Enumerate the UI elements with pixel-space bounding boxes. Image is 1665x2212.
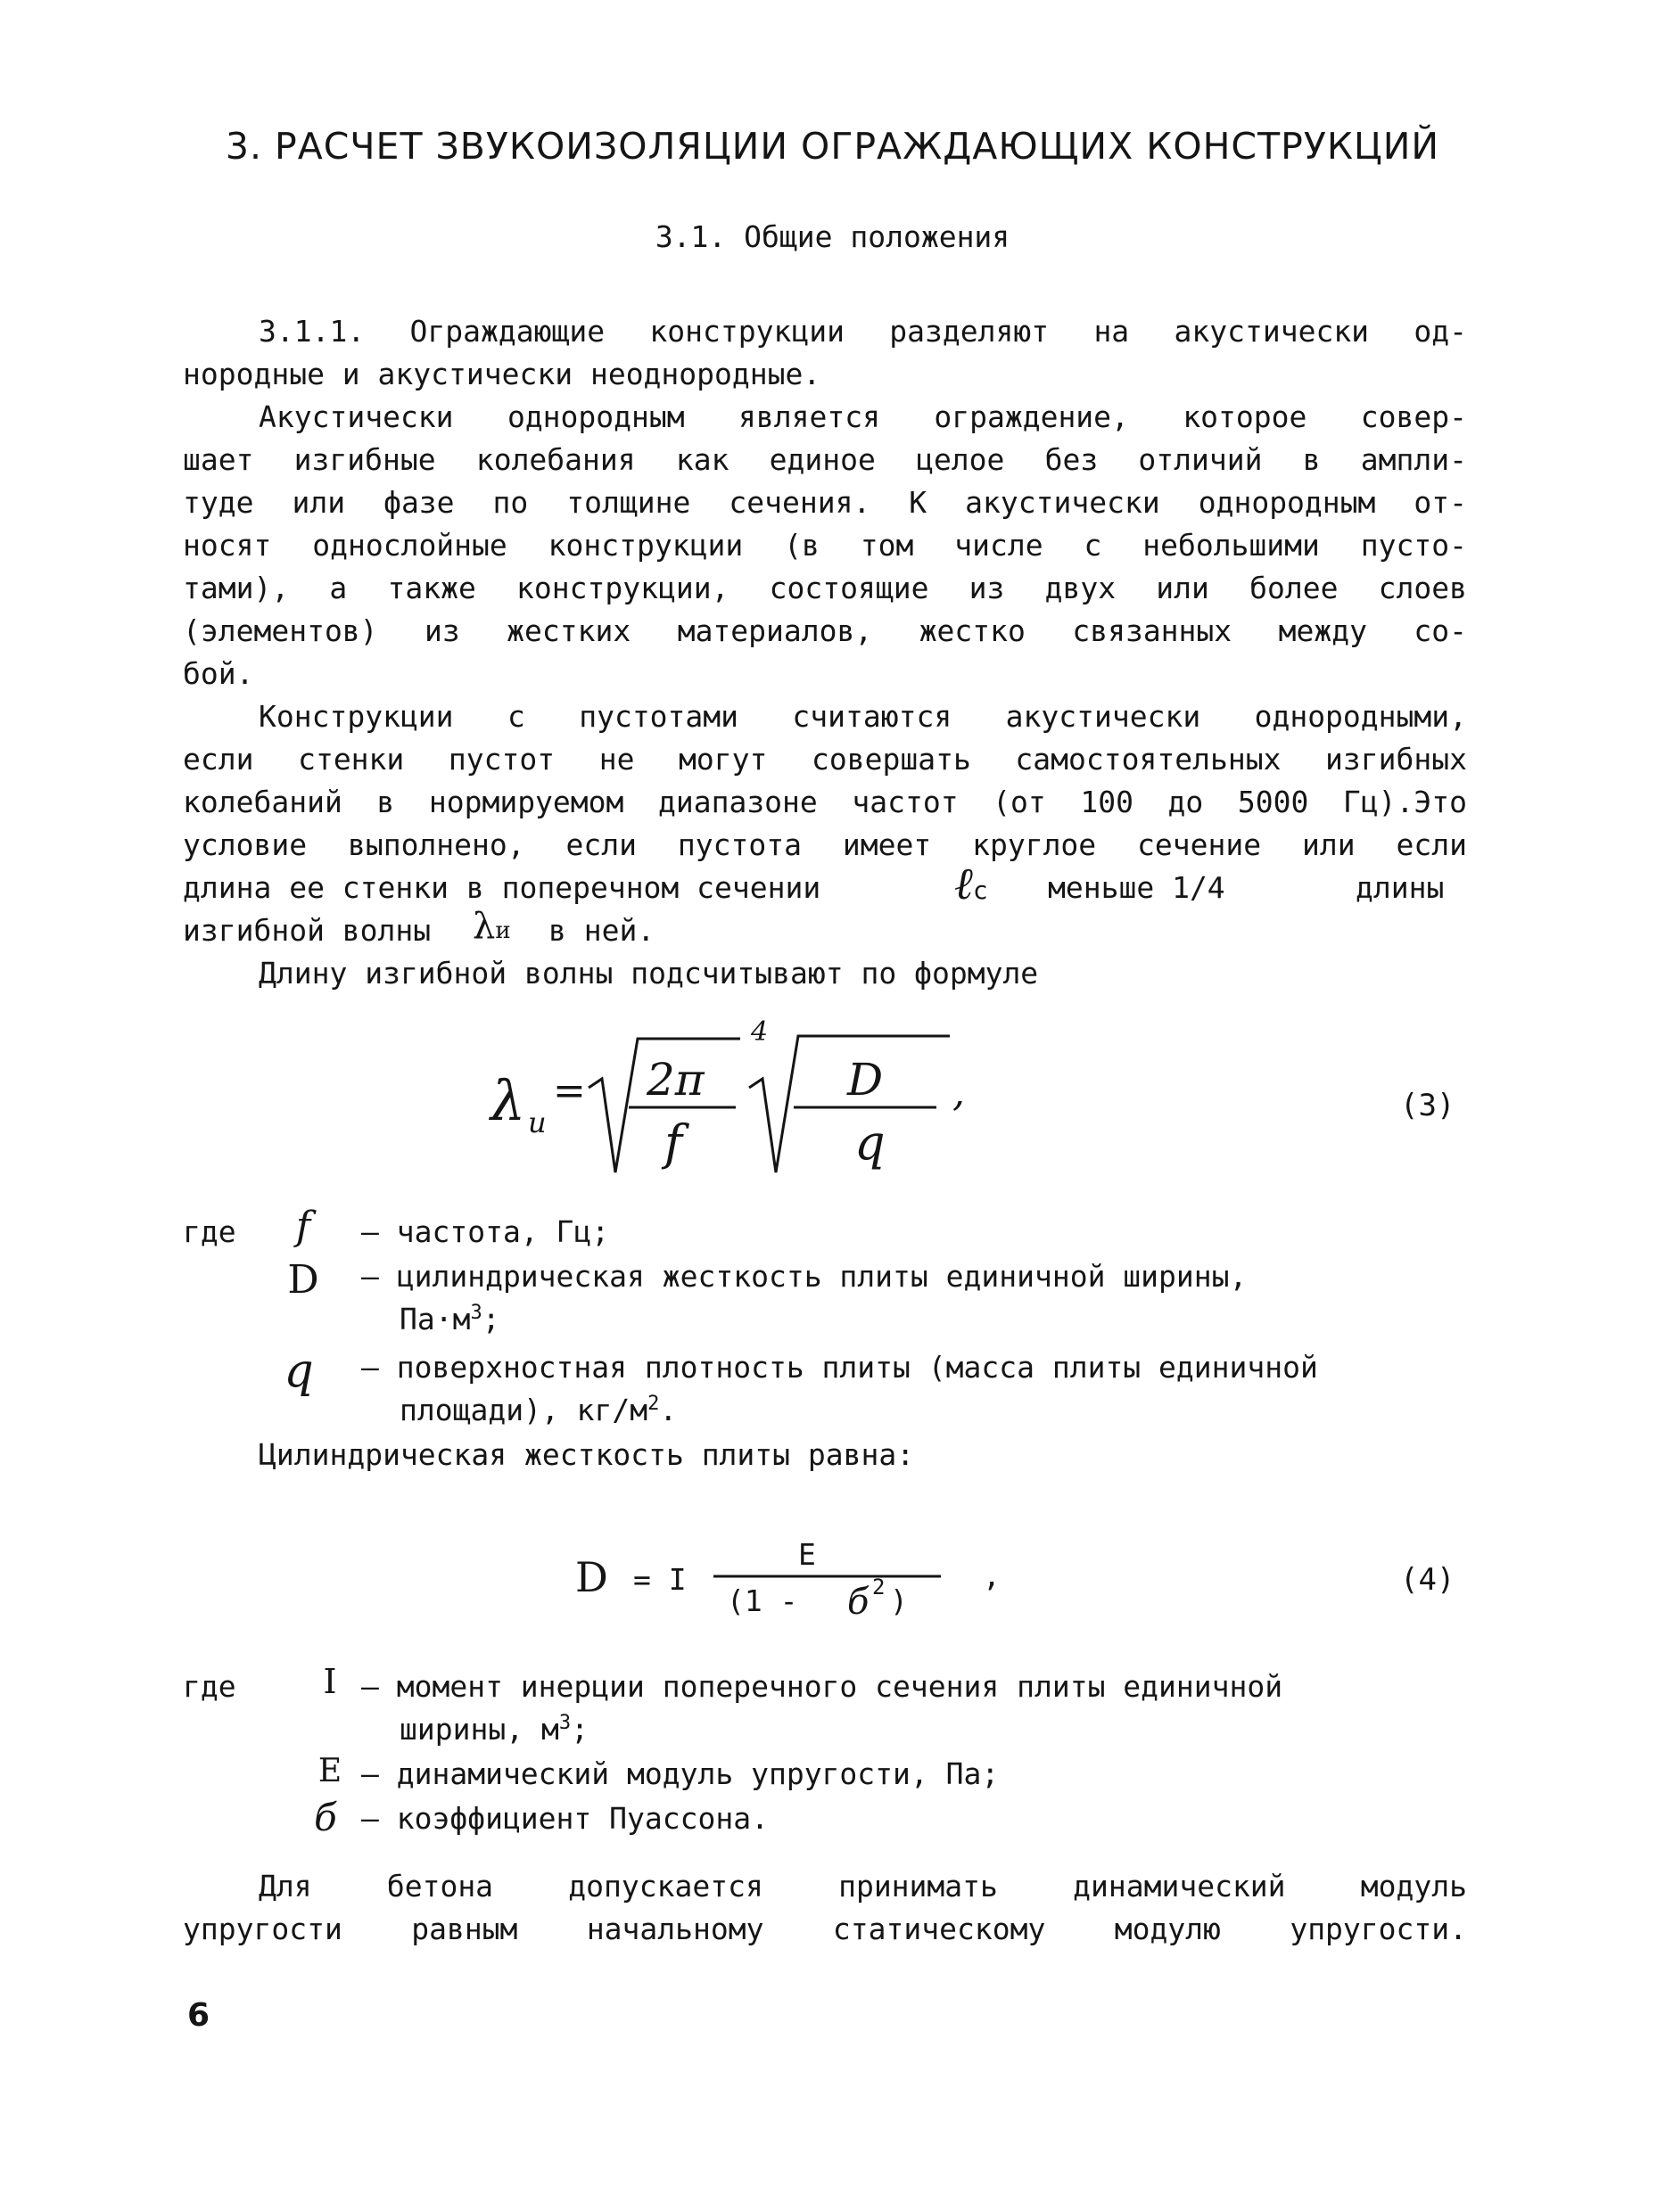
formula-3 (482, 1016, 981, 1195)
where1-def-f: – частота, Гц; (361, 1214, 610, 1249)
subsection-title: 3.1. Общие положения (655, 219, 1010, 254)
formula3-lhs: λ (490, 1068, 526, 1133)
formula4-tail: , (983, 1558, 1001, 1593)
formula3-number: (3) (1400, 1088, 1455, 1123)
where1-sym-d: D (287, 1257, 319, 1303)
where1-sym-q: q (284, 1344, 314, 1398)
formula3-num2: D (847, 1054, 884, 1106)
para3-line-6a: изгибной волны (183, 913, 432, 948)
where1-def-d-cont-end: ; (482, 1302, 500, 1336)
page-number: 6 (187, 1997, 210, 2034)
formula3-equals: = (553, 1068, 586, 1114)
where2-def-b: – коэффициент Пуассона. (361, 1801, 769, 1836)
para2-line-2: шает изгибные колебания как единое целое без отличий в ампли- (183, 442, 1467, 477)
where1-def-d: – цилиндрическая жесткость плиты единичной ширины, (361, 1259, 1248, 1294)
para3-line-2: если стенки пустот не могут совершать самостоятельных изгибных (183, 742, 1467, 777)
where2-def-e: – динамический модуль упругости, Па; (361, 1756, 1000, 1791)
formula4-den-sup: 2 (872, 1575, 886, 1599)
where2-def-i-cont-text: ширины, м (400, 1712, 559, 1747)
para2-line-6: (элементов) из жестких материалов, жестко связанных между со- (183, 613, 1467, 648)
lambda-i-symbol: λи (473, 906, 511, 947)
formula3-root-index: 4 (751, 1016, 769, 1048)
where2-sym-e: E (317, 1753, 342, 1789)
para3-line-5c: длины (1356, 870, 1445, 905)
where1-def-q-cont-text: площади), кг/м (400, 1393, 648, 1427)
para3-line-4: условие выполнено, если пустота имеет круглое сечение или если (183, 827, 1467, 862)
formula4-den-sym: б (847, 1582, 870, 1623)
where2-def-i: – момент инерции поперечного сечения плиты единичной (361, 1669, 1283, 1704)
where1-label: где (183, 1214, 236, 1249)
para2-line-5: тами), а также конструкции, состоящие из двух или более слоев (183, 571, 1467, 605)
para6-line-1: Для бетона допускается принимать динамический модуль (259, 1869, 1467, 1904)
formula-4 (571, 1534, 1017, 1640)
para5: Цилиндрическая жесткость плиты равна: (259, 1437, 915, 1472)
formula3-tail: , (952, 1070, 965, 1115)
where2-sym-i: I (323, 1662, 337, 1701)
para3-line-5a: длина ее стенки в поперечном сечении (183, 870, 821, 905)
section-title: 3. РАСЧЕТ ЗВУКОИЗОЛЯЦИИ ОГРАЖДАЮЩИХ КОНСТРУКЦИЙ (225, 125, 1440, 168)
where1-sym-f: f (295, 1204, 311, 1249)
para4: Длину изгибной волны подсчитывают по формуле (259, 956, 1039, 991)
where1-def-q: – поверхностная плотность плиты (масса плиты единичной (361, 1350, 1318, 1385)
formula4-eq: = I (633, 1562, 687, 1597)
para3-line-3: колебаний в нормируемом диапазоне частот (от 100 до 5000 Гц).Это (183, 785, 1467, 819)
where1-def-q-cont-end: . (659, 1393, 678, 1427)
formula3-den1: f (664, 1114, 682, 1171)
para1-line-1: 3.1.1. Ограждающие конструкции разделяют на акустически од- (259, 314, 1467, 349)
where2-sym-b: б (314, 1796, 337, 1839)
para1-line-2: нородные и акустически неоднородные. (183, 357, 821, 391)
where1-def-q-cont (400, 1393, 677, 1427)
where1-def-d-sup: 3 (470, 1302, 482, 1324)
formula4-den-end: ) (890, 1583, 908, 1618)
where2-def-i-sup: 3 (558, 1712, 572, 1734)
para2-line-7: бой. (183, 656, 254, 691)
where1-def-q-sup: 2 (647, 1393, 660, 1415)
formula4-num: E (798, 1537, 816, 1572)
formula4-lhs: D (575, 1553, 608, 1601)
where2-def-i-cont-end: ; (571, 1712, 589, 1747)
formula4-number: (4) (1400, 1562, 1455, 1598)
para6-line-2: упругости равным начальному статическому модулю упругости. (183, 1912, 1467, 1946)
para3-line-6b: в ней. (548, 913, 655, 948)
formula4-den: (1 - (727, 1583, 798, 1618)
lc-symbol: ℓc (954, 858, 988, 909)
para3-line-5b: меньше 1/4 (1048, 870, 1225, 905)
where1-def-d-cont (400, 1302, 500, 1336)
para3-line-1: Конструкции с пустотами считаются акустически однородными, (259, 699, 1467, 734)
where2-label: где (183, 1669, 236, 1704)
formula3-lhs-sub: и (528, 1106, 547, 1139)
para2-line-3: туде или фазе по толщине сечения. К акустически однородным от- (183, 485, 1467, 520)
formula3-den2: q (854, 1114, 886, 1171)
para2-line-1: Акустически однородным является ограждение, которое совер- (259, 399, 1467, 434)
where2-def-i-cont (400, 1712, 589, 1747)
para2-line-4: носят однослойные конструкции (в том числе с небольшими пусто- (183, 528, 1467, 563)
where1-def-d-cont-text: Па·м (400, 1302, 471, 1336)
formula3-num1: 2π (647, 1054, 705, 1106)
